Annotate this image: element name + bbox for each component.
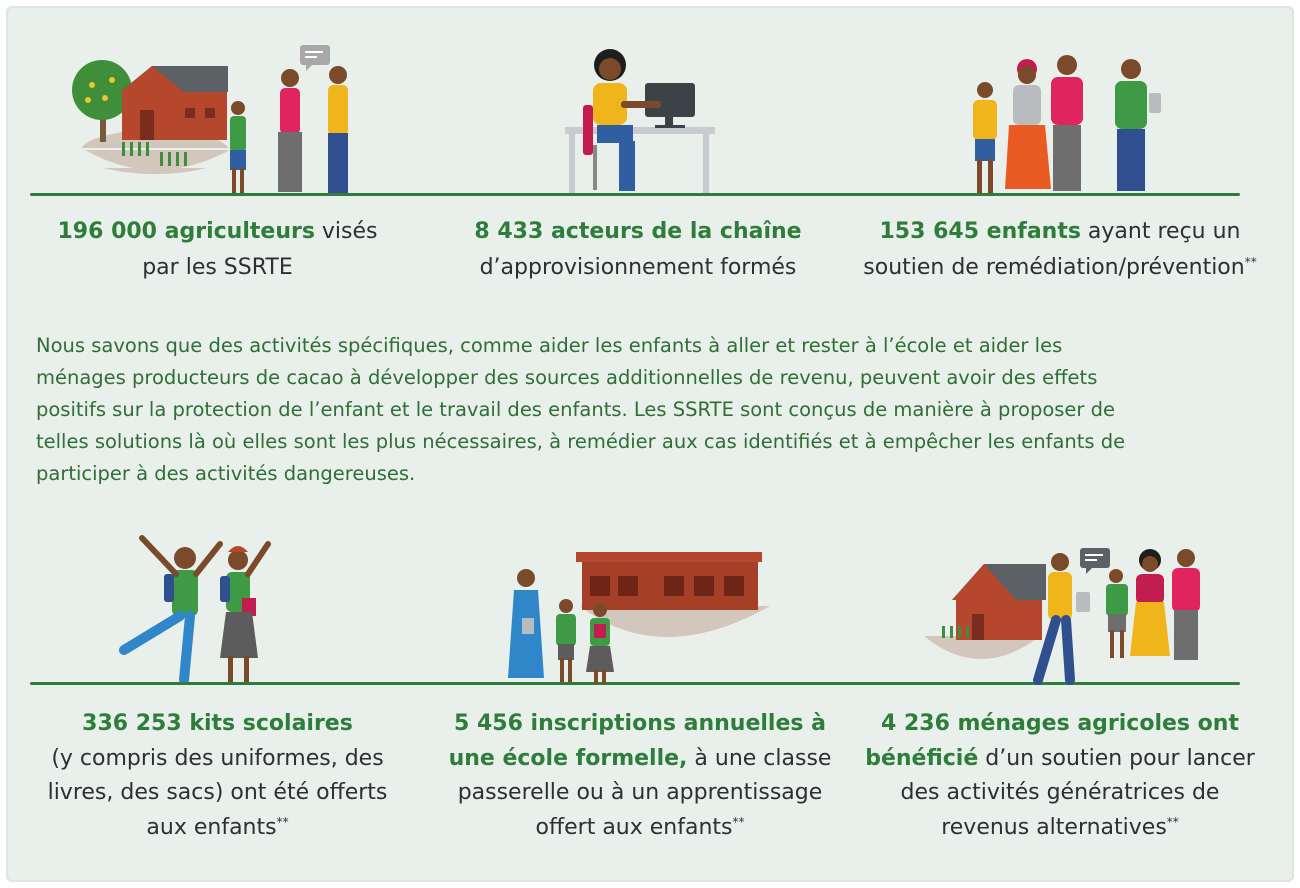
footnote-marker: **	[1244, 255, 1257, 269]
stat-highlight: une école formelle,	[448, 745, 688, 771]
stat-text: visés	[314, 219, 378, 244]
stat-school-enrolments	[440, 707, 840, 845]
footnote-marker: **	[1166, 814, 1179, 829]
paragraph-line: Nous savons que des activités spécifiques, comme aider les enfants à aller et rester à l’école et aider les	[36, 334, 1063, 357]
cheering-school-children-icon	[110, 530, 280, 690]
paragraph-line: ménages producteurs de cacao à développer des sources additionnelles de revenu, peuvent avoir des effets	[36, 366, 1098, 389]
paragraph-line: telles solutions là où elles sont les plus nécessaires, à remédier aux cas identifiés et à empêcher les enfants de	[36, 430, 1126, 453]
footnote-marker: **	[732, 814, 745, 829]
stat-highlight: 153 645 enfants	[879, 219, 1081, 244]
stat-highlight: 4 236 ménages agricoles ont	[881, 711, 1239, 736]
paragraph-line: positifs sur la protection de l’enfant et le travail des enfants. Les SSRTE sont conçus de manière à proposer de	[36, 398, 1116, 421]
stat-text: par les SSRTE	[142, 255, 293, 280]
stat-school-kits	[30, 707, 405, 845]
stat-text: d’un soutien pour lancer	[978, 745, 1255, 771]
stat-text: revenus alternatives	[941, 814, 1167, 840]
stat-text: passerelle ou à un apprentissage	[457, 780, 823, 805]
stat-children-supported	[845, 214, 1275, 286]
body-paragraph	[36, 330, 1256, 490]
school-building-children-icon	[500, 548, 780, 688]
farm-house-tree-family-icon	[60, 40, 370, 200]
stat-text: offert aux enfants	[535, 814, 733, 840]
stat-text: d’approvisionnement formés	[479, 255, 797, 280]
house-family-with-clipboard-icon	[920, 540, 1220, 690]
family-group-icon	[955, 55, 1175, 195]
stat-text: livres, des sacs) ont été offerts	[47, 780, 388, 805]
stat-text: aux enfants	[146, 814, 277, 840]
stat-text: (y compris des uniformes, des	[51, 745, 384, 771]
stat-highlight: 5 456 inscriptions annuelles à	[454, 711, 826, 736]
stat-text: à une classe	[687, 745, 832, 771]
paragraph-line: participer à des activités dangereuses.	[36, 462, 416, 485]
stat-highlight: 8 433 acteurs de la chaîne	[474, 219, 802, 244]
footnote-marker: **	[276, 814, 289, 829]
woman-at-computer-desk-icon	[555, 45, 725, 195]
stat-text: soutien de remédiation/prévention	[863, 255, 1245, 280]
stat-highlight: bénéficié	[865, 745, 979, 771]
stat-highlight: 336 253 kits scolaires	[82, 711, 353, 736]
stat-text: des activités génératrices de	[900, 780, 1220, 805]
stat-highlight: 196 000 agriculteurs	[57, 219, 315, 244]
stat-households-supported	[845, 707, 1275, 845]
stat-farmers-targeted	[30, 214, 405, 286]
stat-supply-chain-trained	[448, 214, 828, 286]
stat-text: ayant reçu un	[1080, 219, 1241, 244]
